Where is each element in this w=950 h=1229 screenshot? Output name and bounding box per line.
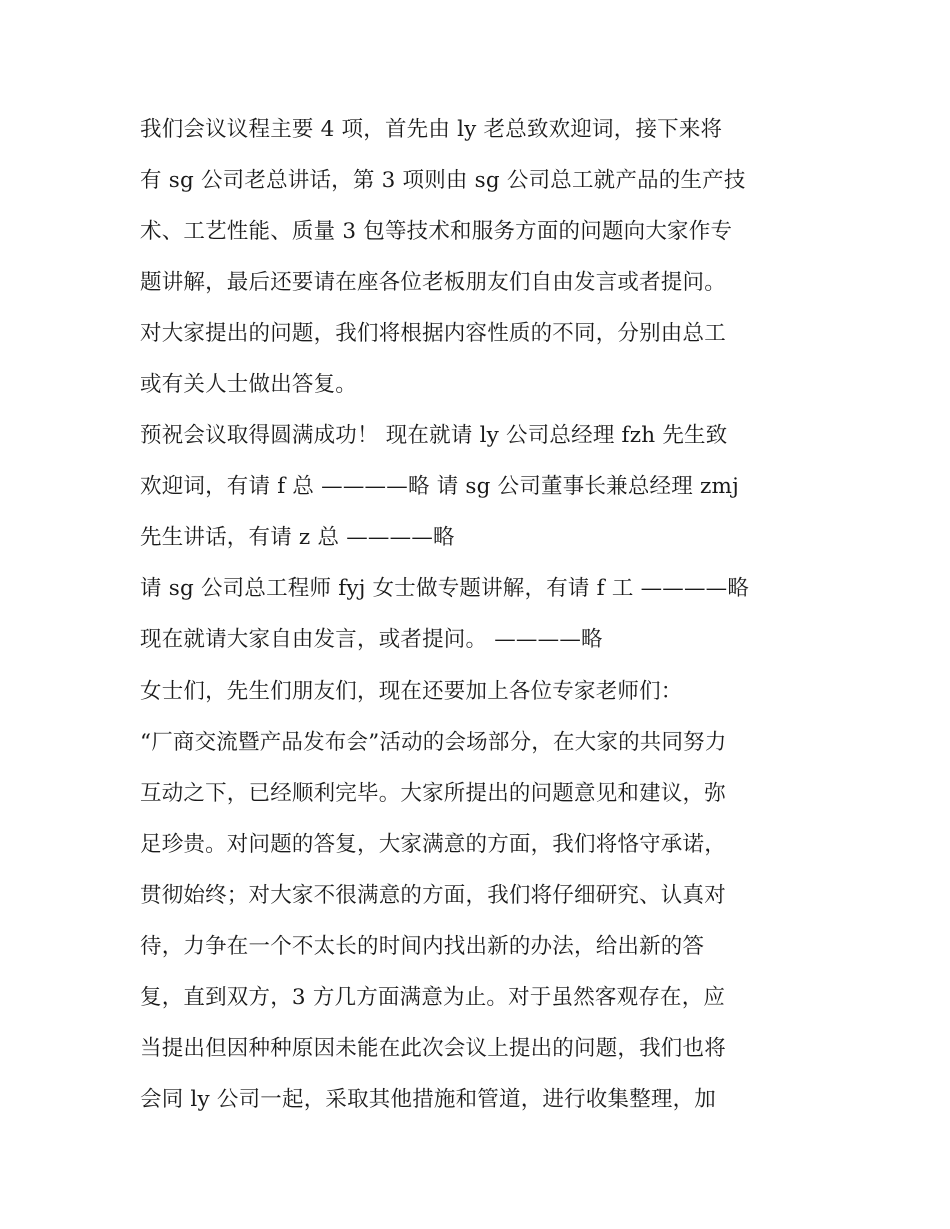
document-body [140, 104, 820, 1125]
text-line: 复，直到双方，3 方几方面满意为止。对于虽然客观存在，应 [140, 984, 726, 1010]
text-line: 待，力争在一个不太长的时间内找出新的办法，给出新的答 [140, 933, 705, 959]
text-line: 题讲解，最后还要请在座各位老板朋友们自由发言或者提问。 [140, 270, 726, 296]
text-line: 足珍贵。对问题的答复，大家满意的方面，我们将恪守承诺， [140, 831, 726, 857]
text-line: 女士们，先生们朋友们，现在还要加上各位专家老师们： [140, 678, 683, 704]
text-line: 或有关人士做出答复。 [140, 372, 358, 398]
text-line: 现在就请大家自由发言，或者提问。 ————略 [140, 627, 603, 653]
text-line: 请 sg 公司总工程师 fyj 女士做专题讲解，有请 f 工 ————略 [140, 576, 750, 602]
text-line: 预祝会议取得圆满成功！ 现在就请 ly 公司总经理 fzh 先生致 [140, 423, 728, 449]
text-line: 贯彻始终；对大家不很满意的方面，我们将仔细研究、认真对 [140, 882, 726, 908]
text-line: 对大家提出的问题，我们将根据内容性质的不同，分别由总工 [140, 321, 726, 347]
text-line: 我们会议议程主要 4 项，首先由 ly 老总致欢迎词，接下来将 [140, 117, 723, 142]
text-line: “厂商交流暨产品发布会”活动的会场部分，在大家的共同努力 [140, 729, 727, 755]
text-line: 当提出但因种种原因未能在此次会议上提出的问题，我们也将 [140, 1035, 726, 1061]
text-line: 欢迎词，有请 f 总 ————略 请 sg 公司董事长兼总经理 zmj [140, 474, 739, 500]
text-line: 有 sg 公司老总讲话，第 3 项则由 sg 公司总工就产品的生产技 [140, 168, 746, 194]
text-line: 会同 ly 公司一起，采取其他措施和管道，进行收集整理，加 [140, 1086, 716, 1112]
text-line: 先生讲话，有请 z 总 ————略 [140, 525, 455, 551]
text-line: 术、工艺性能、质量 3 包等技术和服务方面的问题向大家作专 [140, 219, 733, 245]
text-line: 互动之下，已经顺利完毕。大家所提出的问题意见和建议，弥 [140, 780, 726, 806]
